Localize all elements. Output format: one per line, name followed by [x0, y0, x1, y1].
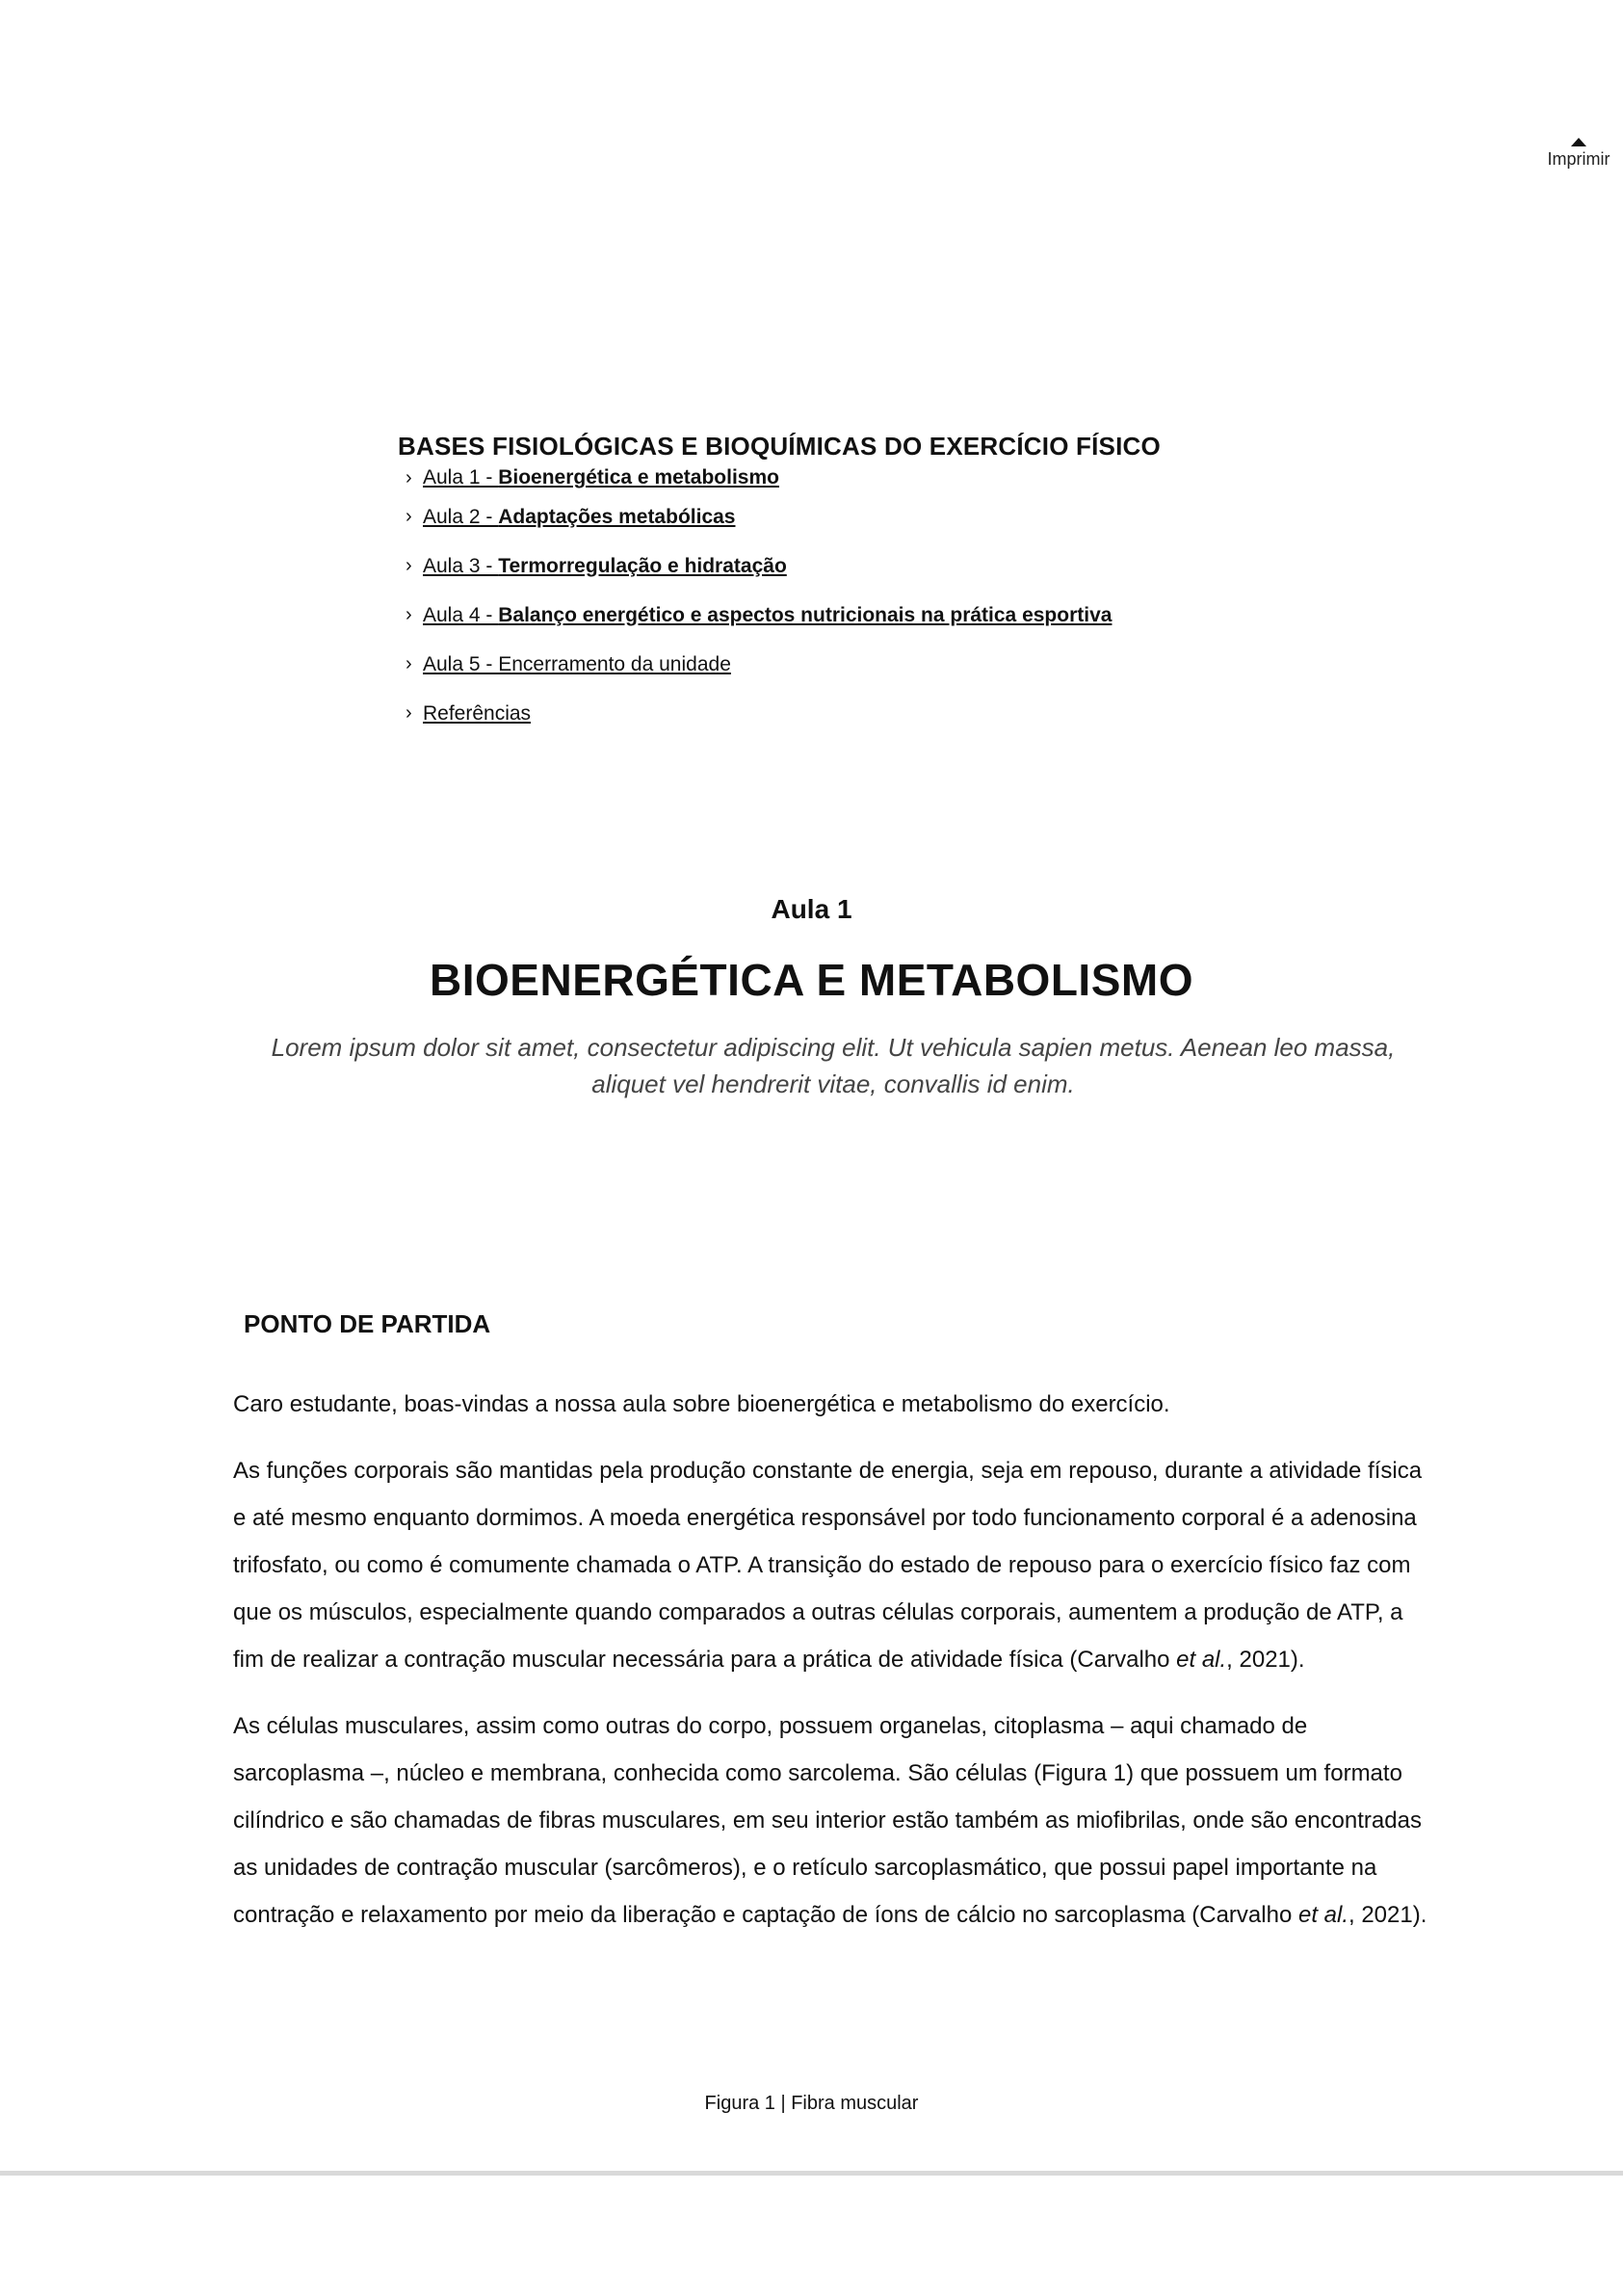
- toc-item-aula-4: [398, 591, 1361, 640]
- chevron-right-icon: ›: [406, 604, 412, 625]
- chevron-right-icon: ›: [406, 506, 412, 527]
- paragraph-muscle-cells: As células musculares, assim como outras do corpo, possuem organelas, citoplasma – aqui chamado de sarcoplasma –, núcleo e membrana, conhecida como sarcolema. São células (Figura 1) que possuem um formato cilíndrico e são chamadas de fibras musculares, em seu interior estão também as miofibrilas, onde são encontradas as unidades de contração muscular (sarcômeros), e o retículo sarcoplasmático, que possui papel importante na contração e relaxamento por meio da liberação e captação de íons de cálcio no sarcoplasma (Carvalho et al., 2021).: [233, 1713, 1427, 1928]
- section-heading: PONTO DE PARTIDA: [244, 1309, 491, 1338]
- chevron-right-icon: ›: [406, 653, 412, 674]
- toc-link-aula-4[interactable]: Aula 4 - Balanço energético e aspectos nutricionais na prática esportiva: [423, 603, 1113, 626]
- page-divider: [0, 2171, 1623, 2176]
- chevron-right-icon: ›: [406, 466, 412, 488]
- paragraph-atp: As funções corporais são mantidas pela produção constante de energia, seja em repouso, durante a atividade física e até mesmo enquanto dormimos. A moeda energética responsável por todo funcionamento corporal é a adenosina trifosfato, ou como é comumente chamada o ATP. A transição do estado de repouso para o exercício físico faz com que os músculos, especialmente quando comparados a outras células corporais, aumentem a produção de ATP, a fim de realizar a contração muscular necessária para a prática de atividade física (Carvalho et al., 2021).: [233, 1458, 1423, 1673]
- toc-link-aula-5[interactable]: Aula 5 - Encerramento da unidade: [423, 652, 731, 675]
- table-of-contents: [398, 429, 1361, 738]
- lesson-number: Aula 1: [771, 894, 852, 924]
- chevron-right-icon: ›: [406, 555, 412, 576]
- triangle-up-icon: [1571, 138, 1586, 146]
- toc-item-aula-3: [398, 541, 1361, 591]
- toc-list: [398, 463, 1361, 738]
- paragraph-intro: Caro estudante, boas-vindas a nossa aula sobre bioenergética e metabolismo do exercício.: [233, 1391, 1170, 1417]
- print-button[interactable]: [1537, 138, 1620, 170]
- toc-link-aula-1[interactable]: Aula 1 - Bioenergética e metabolismo: [423, 466, 779, 488]
- section-body: [233, 1381, 1432, 1958]
- toc-item-aula-1: [398, 463, 1361, 492]
- lesson-subtitle: Lorem ipsum dolor sit amet, consectetur adipiscing elit. Ut vehicula sapien metus. Aenean leo massa, aliquet vel hendrerit vitae, convallis id enim.: [271, 1033, 1396, 1098]
- toc-link-aula-3[interactable]: Aula 3 - Termorregulação e hidratação: [423, 554, 787, 577]
- toc-item-referencias: [398, 689, 1361, 738]
- toc-link-referencias[interactable]: Referências: [423, 701, 532, 725]
- print-label: Imprimir: [1547, 149, 1610, 169]
- toc-title: BASES FISIOLÓGICAS E BIOQUÍMICAS DO EXERCÍCIO FÍSICO: [398, 432, 1161, 461]
- figure-caption: Figura 1 | Fibra muscular: [704, 2093, 919, 2114]
- toc-item-aula-5: [398, 640, 1361, 689]
- toc-link-aula-2[interactable]: Aula 2 - Adaptações metabólicas: [423, 505, 736, 528]
- chevron-right-icon: ›: [406, 702, 412, 724]
- toc-item-aula-2: [398, 492, 1361, 541]
- lesson-title: BIOENERGÉTICA E METABOLISMO: [430, 955, 1193, 1005]
